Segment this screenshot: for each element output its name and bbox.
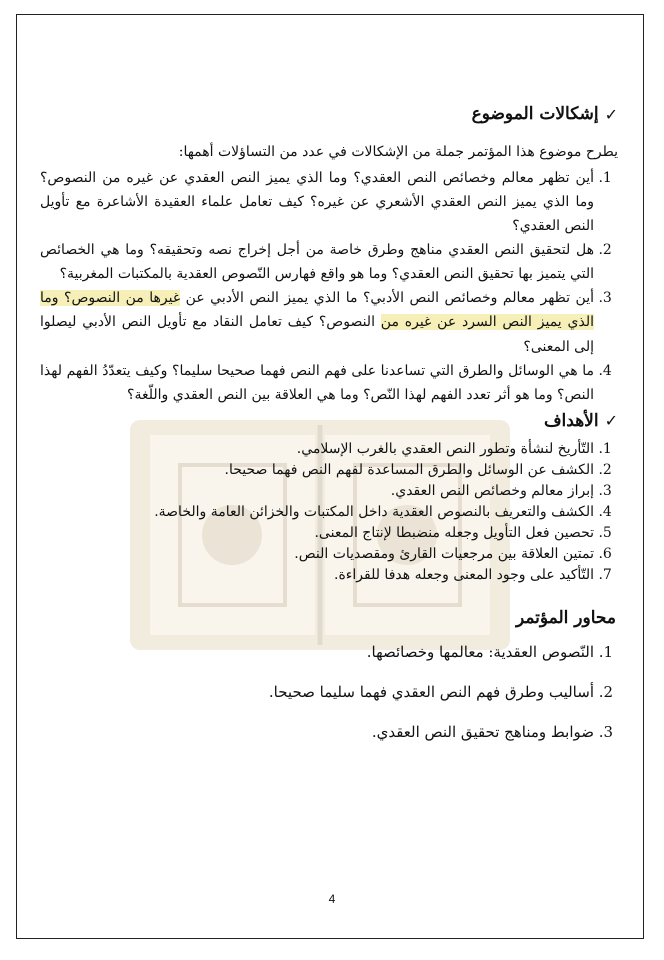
problems-heading [40,104,618,124]
problems-list [40,166,618,407]
problems-intro: يطرح موضوع هذا المؤتمر جملة من الإشكالات في عدد من التساؤلات أهمها: [178,144,618,160]
list-item: 5. تحصين فعل التأويل وجعله منضبطا لإنتاج المعنى. [40,523,594,544]
list-item: 3. إبراز معالم وخصائص النص العقدي. [40,481,594,502]
highlighted-text: غيرها من النصوص؟ وما الذي يميز النص السرد عن غيره من [40,290,594,331]
problem-text-after: النصوص؟ كيف تعامل النقاد مع تأويل النص الأدبي ليصلوا إلى المعنى؟ [40,314,594,355]
check-icon: ✓ [604,411,618,431]
list-item: 3. ضوابط ومناهج تحقيق النص العقدي. [40,722,594,742]
list-item: 2. هل لتحقيق النص العقدي مناهج وطرق خاصة من أجل إخراج نصه وتحقيقه؟ وما هي الخصائص التي يتميز بها تحقيق النص العقدي؟ وما هو واقع فهارس النّصوص العقدية بالمكتبات المغربية؟ [40,238,594,286]
goals-heading [40,411,618,431]
goals-list [40,439,618,586]
list-item: 2. أساليب وطرق فهم النص العقدي فهما سليما صحيحا. [40,682,594,702]
list-item: 1. النّصوص العقدية: معالمها وخصائصها. [40,642,594,662]
list-item: 6. تمتين العلاقة بين مرجعيات القارئ ومقصديات النص. [40,544,594,565]
list-item [40,286,594,358]
list-item: 2. الكشف عن الوسائل والطرق المساعدة لفهم النص فهما صحيحا. [40,460,594,481]
problems-title: إشكالات الموضوع [471,104,599,124]
check-icon: ✓ [604,104,618,124]
list-item: 4. الكشف والتعريف بالنصوص العقدية داخل المكتبات والخزائن العامة والخاصة. [40,502,594,523]
problem-text-before: أين تظهر معالم وخصائص النص الأدبي؟ ما الذي يميز النص الأدبي عن [180,290,594,307]
list-item: 7. التّأكيد على وجود المعنى وجعله هدفا للقراءة. [40,565,594,586]
goals-title: الأهداف [543,410,599,431]
list-item: 1. أين تظهر معالم وخصائص النص العقدي؟ وما الذي يميز النص العقدي عن غيره من النصوص؟ وما الذي يميز النص العقدي الأشعري عن غيره؟ كيف تعامل علماء العقيدة الأشاعرة مع تأويل النص العقدي؟ [40,166,594,238]
axes-heading [40,608,618,628]
page-number: 4 [328,892,336,906]
list-item: 1. التّأريخ لنشأة وتطور النص العقدي بالغرب الإسلامي. [40,439,594,460]
axes-title: محاور المؤتمر [515,607,616,628]
axes-list [40,642,618,743]
list-item: 4. ما هي الوسائل والطرق التي تساعدنا على فهم النص فهما صحيحا سليما؟ وكيف يتعدّدُ الفهم لهذا النص؟ وما هو أثر تعدد الفهم لهذا النّص؟ وما هي العلاقة بين النص العقدي واللّغة؟ [40,359,594,407]
